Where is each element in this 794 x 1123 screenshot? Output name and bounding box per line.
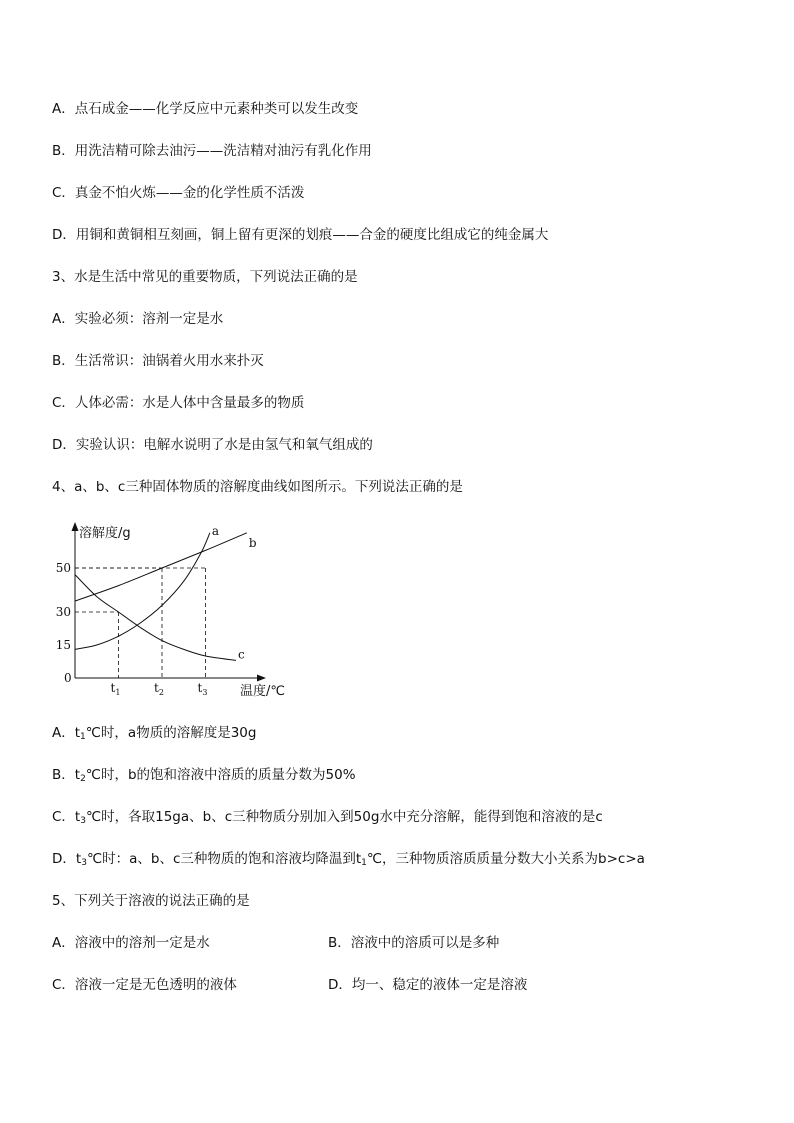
q3-option-a: A．实验必须：溶剂一定是水 (52, 311, 224, 327)
q4-a-sub: 1 (80, 732, 86, 742)
x-axis-title: 温度/℃ (240, 684, 285, 699)
x-tick-t1: $t_1$ (110, 681, 121, 697)
q4-b-sub: 2 (80, 774, 86, 784)
q4-a-prefix: A．t (52, 725, 81, 741)
q4-c-prefix: C．t (52, 809, 81, 825)
x-tick-t3: $t_3$ (197, 681, 208, 697)
q4-option-c (52, 808, 603, 830)
q4-d-prefix: D．t (52, 851, 82, 867)
x-tick-t2: $t_2$ (154, 681, 164, 697)
q2-option-a: A．点石成金——化学反应中元素种类可以发生改变 (52, 101, 359, 117)
q5-option-d: D．均一、稳定的液体一定是溶液 (328, 977, 528, 993)
series-curves (75, 524, 257, 662)
y-axis-title: 溶解度/g (79, 526, 131, 541)
q3-option-d: D．实验认识：电解水说明了水是由氢气和氧气组成的 (52, 437, 373, 453)
q5-option-b: B．溶液中的溶质可以是多种 (328, 935, 500, 951)
curve-label-a: a (211, 523, 220, 538)
y-tick-30: 30 (55, 605, 71, 619)
q2-option-d: D．用铜和黄铜相互刻画，铜上留有更深的划痕——合金的硬度比组成它的纯金属大 (52, 227, 549, 243)
q4-d-sub2: 1 (361, 858, 367, 868)
q3-option-c: C．人体必需：水是人体中含量最多的物质 (52, 395, 305, 411)
q3-stem: 3、水是生活中常见的重要物质，下列说法正确的是 (52, 269, 358, 285)
origin-label: 0 (64, 671, 72, 685)
q4-a-text: ℃时，a物质的溶解度是30g (85, 725, 257, 741)
q4-c-text: ℃时，各取15ga、b、c三种物质分别加入到50g水中充分溶解，能得到饱和溶液的是c (85, 809, 603, 825)
q3-option-b: B．生活常识：油锅着火用水来扑灭 (52, 353, 264, 369)
q2-option-c: C．真金不怕火炼——金的化学性质不活泼 (52, 185, 305, 201)
curve-label-b: b (248, 535, 257, 550)
x-axis-arrow (257, 675, 266, 682)
q4-option-b (52, 766, 356, 788)
solubility-chart (52, 518, 312, 708)
y-axis-arrow (72, 522, 79, 531)
chart-axes (72, 522, 267, 682)
q4-d-mid: ℃时：a、b、c三种物质的饱和溶液均降温到t (86, 851, 362, 867)
q4-option-d (52, 850, 645, 872)
curve-a (75, 533, 210, 650)
q4-option-a (52, 724, 256, 746)
q4-b-text: ℃时，b的饱和溶液中溶质的质量分数为50% (85, 767, 356, 783)
q5-option-a: A．溶液中的溶剂一定是水 (52, 935, 210, 951)
q4-d-sub: 3 (81, 858, 87, 868)
q4-d-text: ℃，三种物质溶质质量分数大小关系为b>c>a (366, 851, 645, 867)
q2-option-b: B．用洗洁精可除去油污——洗洁精对油污有乳化作用 (52, 143, 372, 159)
q4-b-prefix: B．t (52, 767, 81, 783)
curve-label-c: c (237, 647, 245, 662)
y-tick-50: 50 (55, 561, 71, 575)
y-tick-15: 15 (55, 638, 71, 652)
q5-stem: 5、下列关于溶液的说法正确的是 (52, 893, 250, 909)
curve-c (75, 575, 236, 661)
q4-stem: 4、a、b、c三种固体物质的溶解度曲线如图所示。下列说法正确的是 (52, 479, 463, 495)
q4-c-sub: 3 (80, 816, 86, 826)
curve-b (75, 533, 247, 601)
q5-option-c: C．溶液一定是无色透明的液体 (52, 977, 237, 993)
